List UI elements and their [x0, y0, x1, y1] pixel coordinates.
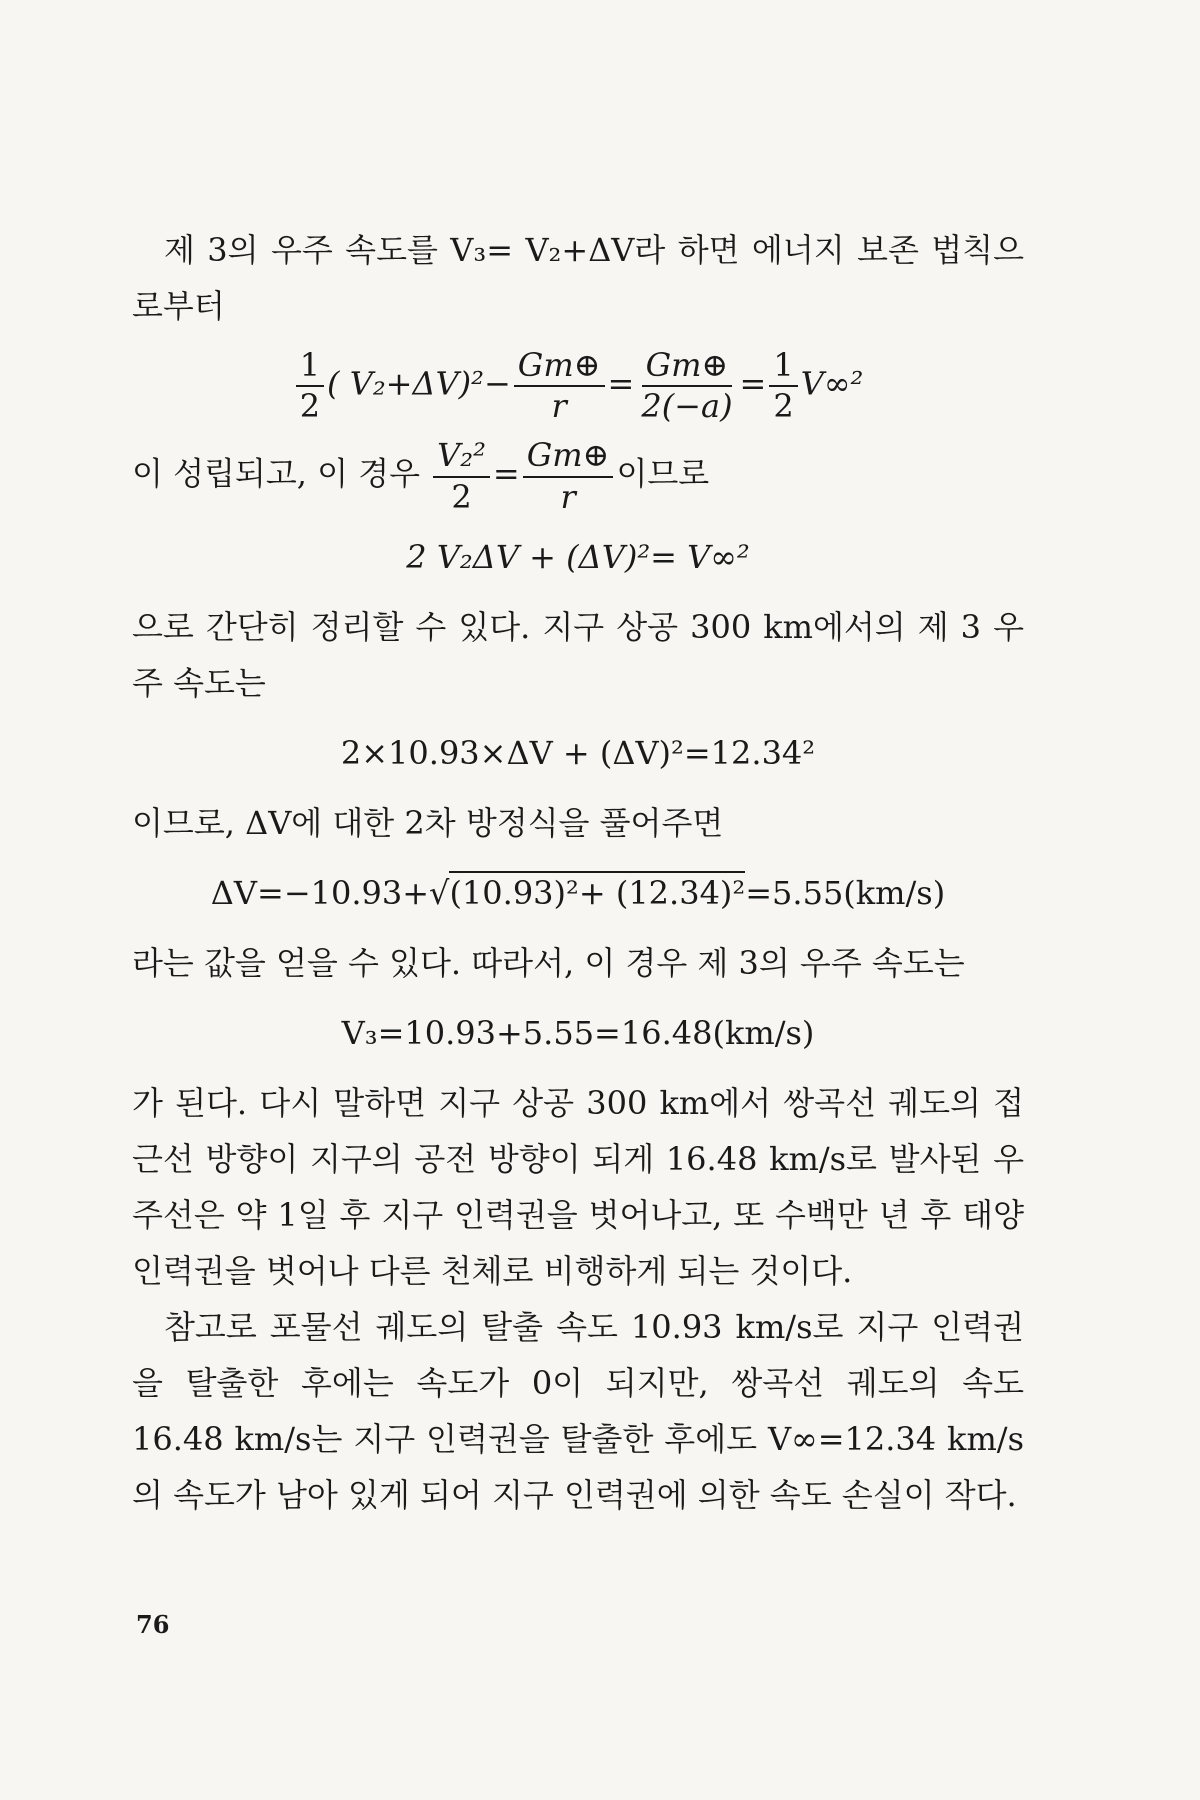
fraction-gm-over-2a: $\frac{Gm\oplus}{2(-a)}$ [641, 346, 733, 426]
equation-energy-conservation [132, 348, 1024, 424]
paragraph-intro: 제 3의 우주 속도를 V₃= V₂+ΔV라 하면 에너지 보존 법칙으로부터 [132, 231, 1024, 325]
eq1-rhs: V∞² [800, 364, 864, 403]
equation-simplified: 2 V₂ΔV + (ΔV)²= V∞² [406, 537, 750, 576]
paragraph-explanation: 가 된다. 다시 말하면 지구 상공 300 km에서 쌍곡선 궤도의 접근선 방향이 지구의 공전 방향이 되게 16.48 km/s로 발사된 우주선은 약 1일 후 지구 인력권을 벗어나고, 또 수백만 년 후 태양 인력권을 벗어나 다른 천체로 비행하게 되는 것이다. [132, 1083, 1024, 1290]
paragraph-condition: 이 성립되고, 이 경우 $\frac{\text{V₂²}}{2}$ = $\frac{Gm\oplus}{r}$ 이므로 [132, 436, 710, 516]
fraction-one-half-rhs: $\frac{1}{2}$ [769, 348, 797, 424]
sqrt-symbol: √ [429, 873, 450, 912]
equation-v3-result: V₃=10.93+5.55=16.48(km/s) [341, 1013, 815, 1052]
eq1-equals-2: = [739, 364, 767, 403]
fraction-one-half: $\frac{1}{2}$ [296, 348, 324, 424]
eq1-equals-1: = [607, 364, 635, 403]
fraction-gm-over-r: $\frac{Gm\oplus}{r}$ [514, 348, 605, 424]
paragraph-reference: 참고로 포물선 궤도의 탈출 속도 10.93 km/s로 지구 인력권을 탈출한 후에는 속도가 0이 되지만, 쌍곡선 궤도의 속도 16.48 km/s는 지구 인력권을 탈출한 후에도 V∞=12.34 km/s의 속도가 남아 있게 되어 지구 인력권에 의한 속도 손실이 작다. [132, 1307, 1024, 1514]
fraction-v2-squared-half: $\frac{\text{V₂²}}{2}$ [433, 438, 490, 514]
paragraph-result-intro: 라는 값을 얻을 수 있다. 따라서, 이 경우 제 3의 우주 속도는 [132, 943, 965, 982]
fraction-gm-over-r-2: $\frac{Gm\oplus}{r}$ [523, 438, 614, 514]
paragraph-quadratic: 이므로, ΔV에 대한 2차 방정식을 풀어주면 [132, 803, 724, 842]
equation-delta-v: ΔV=−10.93+√(10.93)²+ (12.34)²=5.55(km/s) [132, 865, 1024, 921]
paragraph-third-velocity: 으로 간단히 정리할 수 있다. 지구 상공 300 km에서의 제 3 우주 속도는 [132, 607, 1024, 702]
document-body [132, 222, 1024, 1523]
page-number: 76 [136, 1610, 170, 1639]
eq1-bracket-term: ( V₂+ΔV)²− [327, 364, 511, 403]
equation-numeric: 2×10.93×ΔV + (ΔV)²=12.34² [340, 733, 816, 772]
sqrt-radicand: (10.93)²+ (12.34)² [449, 871, 745, 912]
